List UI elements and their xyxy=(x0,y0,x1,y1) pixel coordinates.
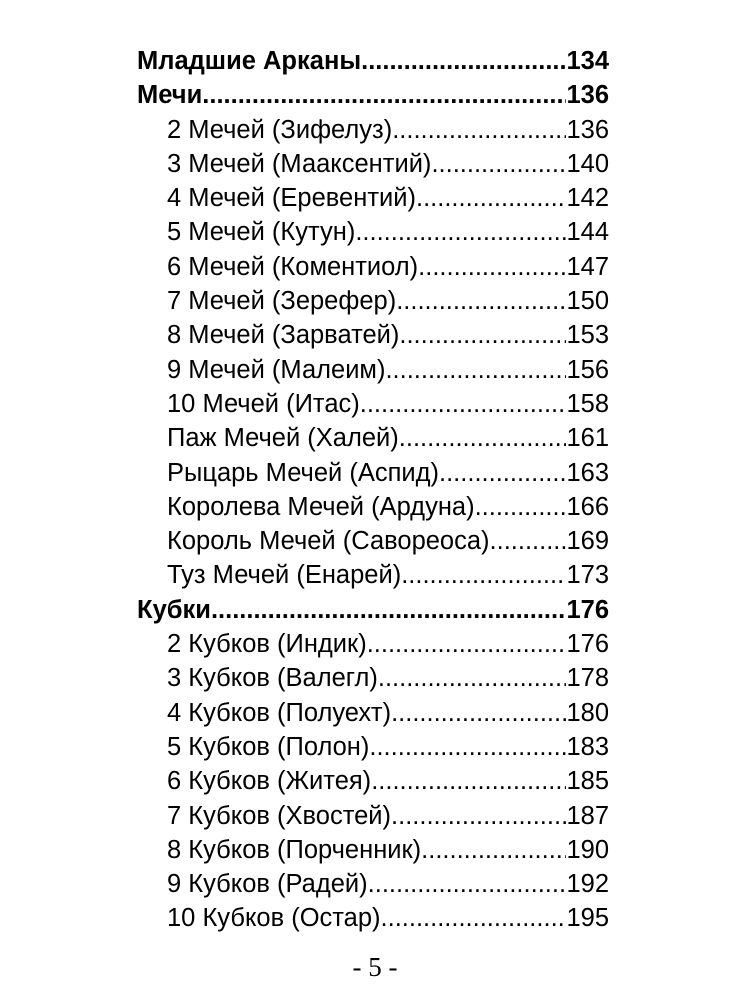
toc-entry-row xyxy=(137,661,609,695)
toc-entry-title: 8 Кубков (Порченник) xyxy=(167,835,422,864)
toc-entry-row xyxy=(137,250,609,284)
toc-entry-title: Король Мечей (Савореоса) xyxy=(167,527,490,556)
toc-page-number: 178 xyxy=(566,664,609,693)
toc-page-number: 134 xyxy=(566,47,609,75)
toc-dot-leader xyxy=(401,558,566,592)
toc-page-number: 169 xyxy=(566,527,609,556)
toc-entry-row xyxy=(137,387,609,421)
toc-entry-title: 8 Мечей (Зарватей) xyxy=(167,321,400,350)
toc-page-number: 192 xyxy=(566,870,609,899)
toc-dot-leader xyxy=(202,78,566,112)
toc-entry-row xyxy=(137,318,609,352)
toc-dot-leader xyxy=(211,593,567,627)
toc-page-number: 183 xyxy=(566,732,609,761)
toc-entry-row xyxy=(137,867,609,901)
toc-dot-leader xyxy=(391,799,566,833)
toc-dot-leader xyxy=(381,901,567,935)
toc-entry-title: 7 Кубков (Хвостей) xyxy=(167,801,392,830)
toc-page-number: 161 xyxy=(566,424,609,453)
toc-dot-leader xyxy=(490,524,567,558)
toc-section-row xyxy=(137,44,609,78)
toc-entry-title: Младшие Арканы xyxy=(137,47,362,75)
toc-dot-leader xyxy=(361,44,566,78)
toc-entry-row xyxy=(137,147,609,181)
toc-dot-leader xyxy=(421,833,566,867)
toc-dot-leader xyxy=(475,490,567,524)
toc-page-number: 136 xyxy=(566,81,609,110)
toc-entry-title: 6 Кубков (Житея) xyxy=(167,767,372,796)
toc-entry-title: 2 Кубков (Индик) xyxy=(167,630,367,659)
toc-dot-leader xyxy=(371,764,566,798)
toc-dot-leader xyxy=(392,113,566,147)
toc-entry-title: Туз Мечей (Енарей) xyxy=(167,561,402,590)
toc-entry-title: 10 Мечей (Итас) xyxy=(167,389,360,418)
toc-dot-leader xyxy=(368,867,567,901)
toc-dot-leader xyxy=(355,215,566,249)
toc-dot-leader xyxy=(385,353,566,387)
toc-entry-title: 2 Мечей (Зифелуз) xyxy=(167,115,393,144)
toc-page-number: 144 xyxy=(566,218,609,247)
toc-entry-row xyxy=(137,353,609,387)
toc-page-number: 150 xyxy=(566,287,609,316)
toc-entry-row xyxy=(137,284,609,318)
toc-section-row xyxy=(137,78,609,112)
toc-page-number: 166 xyxy=(566,492,609,521)
toc-dot-leader xyxy=(399,318,566,352)
toc-dot-leader xyxy=(431,147,566,181)
toc-page-number: 176 xyxy=(566,595,609,624)
toc-entry-row xyxy=(137,627,609,661)
toc-dot-leader xyxy=(399,421,567,455)
toc-entry-title: Кубки xyxy=(137,595,211,624)
toc-entry-row xyxy=(137,181,609,215)
toc-entry-row xyxy=(137,421,609,455)
toc-entry-title: 3 Кубков (Валегл) xyxy=(167,664,378,693)
toc-dot-leader xyxy=(418,250,566,284)
toc-entry-title: 6 Мечей (Коментиол) xyxy=(167,252,419,281)
toc-page-number: 147 xyxy=(566,252,609,281)
toc-section-row xyxy=(137,593,609,627)
toc-entry-row xyxy=(137,764,609,798)
toc-entry-row xyxy=(137,456,609,490)
toc-page-number: 195 xyxy=(566,904,609,933)
toc-page-number: 187 xyxy=(566,801,609,830)
toc-entry-row xyxy=(137,524,609,558)
toc-entry-title: Рыцарь Мечей (Аспид) xyxy=(167,458,440,487)
toc-dot-leader xyxy=(378,661,567,695)
toc-entry-title: 5 Мечей (Кутун) xyxy=(167,218,356,247)
toc-entry-row xyxy=(137,833,609,867)
toc-entry-row xyxy=(137,558,609,592)
toc-dot-leader xyxy=(369,730,566,764)
toc-entry-row xyxy=(137,113,609,147)
toc-page-number: 185 xyxy=(566,767,609,796)
toc-page-number: 176 xyxy=(566,630,609,659)
toc-entry-title: 9 Кубков (Радей) xyxy=(167,870,368,899)
toc-entry-row xyxy=(137,696,609,730)
toc-entry-title: 10 Кубков (Остар) xyxy=(167,904,381,933)
page-footer-number: - 5 - xyxy=(352,952,398,982)
toc-page-number: 158 xyxy=(566,389,609,418)
toc-dot-leader xyxy=(360,387,567,421)
toc-page-number: 140 xyxy=(566,149,609,178)
toc-entry-title: 4 Кубков (Полуехт) xyxy=(167,698,392,727)
toc-entry-row xyxy=(137,730,609,764)
toc-entry-title: 9 Мечей (Малеим) xyxy=(167,355,386,384)
toc-entry-title: 3 Мечей (Мааксентий) xyxy=(167,149,432,178)
toc-entry-title: Мечи xyxy=(137,81,203,110)
toc-entry-row xyxy=(137,799,609,833)
toc-page-number: 163 xyxy=(566,458,609,487)
toc-page-number: 142 xyxy=(566,184,609,213)
toc-page-number: 156 xyxy=(566,355,609,384)
toc-page-number: 190 xyxy=(566,835,609,864)
toc-entry-row xyxy=(137,215,609,249)
toc-page-number: 136 xyxy=(566,115,609,144)
toc-entry-row xyxy=(137,490,609,524)
toc-page-number: 153 xyxy=(566,321,609,350)
toc-entry-title: 5 Кубков (Полон) xyxy=(167,732,370,761)
toc-dot-leader xyxy=(439,456,566,490)
toc-entry-row xyxy=(137,901,609,935)
toc-entry-title: Королева Мечей (Ардуна) xyxy=(167,492,475,521)
table-of-contents xyxy=(137,44,609,936)
toc-page-number: 180 xyxy=(566,698,609,727)
toc-dot-leader xyxy=(367,627,567,661)
toc-entry-title: Паж Мечей (Халей) xyxy=(167,424,399,453)
toc-dot-leader xyxy=(416,181,566,215)
toc-entry-title: 7 Мечей (Зерефер) xyxy=(167,287,397,316)
toc-dot-leader xyxy=(396,284,566,318)
toc-dot-leader xyxy=(391,696,566,730)
toc-page-number: 173 xyxy=(566,561,609,590)
toc-entry-title: 4 Мечей (Еревентий) xyxy=(167,184,416,213)
